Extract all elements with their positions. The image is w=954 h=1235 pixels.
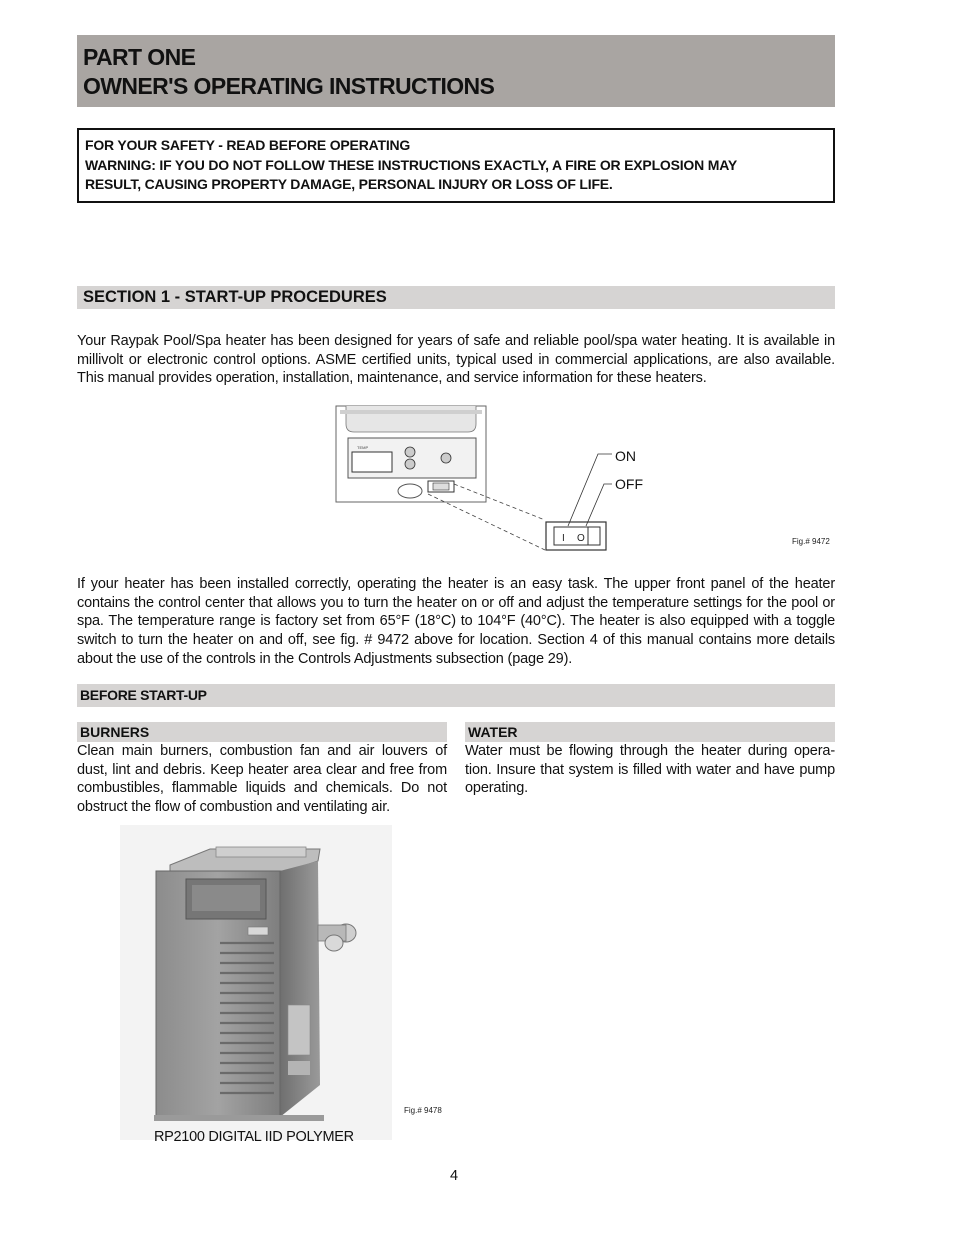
burners-heading: BURNERS xyxy=(77,722,447,742)
switch-off-mark: O xyxy=(577,533,585,544)
heater-photo xyxy=(120,825,392,1140)
part-title: PART ONE xyxy=(83,44,196,70)
warning-line: RESULT, CAUSING PROPERTY DAMAGE, PERSONAL INJURY OR LOSS OF LIFE. xyxy=(85,176,613,192)
off-label: OFF xyxy=(615,476,643,492)
page-number: 4 xyxy=(450,1168,459,1184)
part-header xyxy=(77,35,835,107)
on-label: ON xyxy=(615,448,636,464)
figure-caption: RP2100 DIGITAL IID POLYMER xyxy=(154,1129,354,1145)
safety-warning-box xyxy=(77,128,835,203)
part-subtitle: OWNER'S OPERATING INSTRUCTIONS xyxy=(83,73,495,99)
warning-line: WARNING: IF YOU DO NOT FOLLOW THESE INSTRUCTIONS EXACTLY, A FIRE OR EXPLOSION MAY xyxy=(85,156,737,173)
water-heading: WATER xyxy=(465,722,835,742)
figure-id-9478: Fig.# 9478 xyxy=(404,1106,442,1115)
section-1-heading: SECTION 1 - START-UP PROCEDURES xyxy=(77,286,835,309)
warning-heading: FOR YOUR SAFETY - READ BEFORE OPERATING xyxy=(85,137,411,153)
operation-paragraph: If your heater has been installed correctly, operating the heater is an easy task. The upper front panel of the heater contains the control center that allows you to turn the heater on or off and adjust the temperature settings for the pool or spa. The temperature range is factory set from 65°F (18°C) to 104°F (40°C). The heater is also equipped with a toggle switch to turn the heater on and off, see fig. # 9472 above for location. Section 4 of this manual contains more details about the use of the controls in the Controls Adjustments subsection (page 29). xyxy=(77,576,835,667)
water-paragraph: Water must be flowing through the heater during opera-tion. Insure that system is filled with water and have pump operating. xyxy=(465,743,835,797)
svg-text:TEMP: TEMP xyxy=(357,445,369,450)
burners-paragraph: Clean main burners, combustion fan and air louvers of dust, lint and debris. Keep heater area clear and free from combustibles, flammable liquids and chemicals. Do not obstruct the flow of combustion and ventilating air. xyxy=(77,743,447,816)
switch-on-mark: I xyxy=(562,533,565,544)
intro-paragraph: Your Raypak Pool/Spa heater has been designed for years of safe and reliable pool/spa water heating. It is available in millivolt or electronic control options. ASME certified units, typical used in commercial applications, are also available. This manual provides operation, installation, maintenance, and service information for these heaters. xyxy=(77,333,835,387)
before-startup-heading: BEFORE START-UP xyxy=(77,684,835,707)
control-panel-figure xyxy=(330,402,630,552)
figure-id-9472: Fig.# 9472 xyxy=(792,537,830,546)
